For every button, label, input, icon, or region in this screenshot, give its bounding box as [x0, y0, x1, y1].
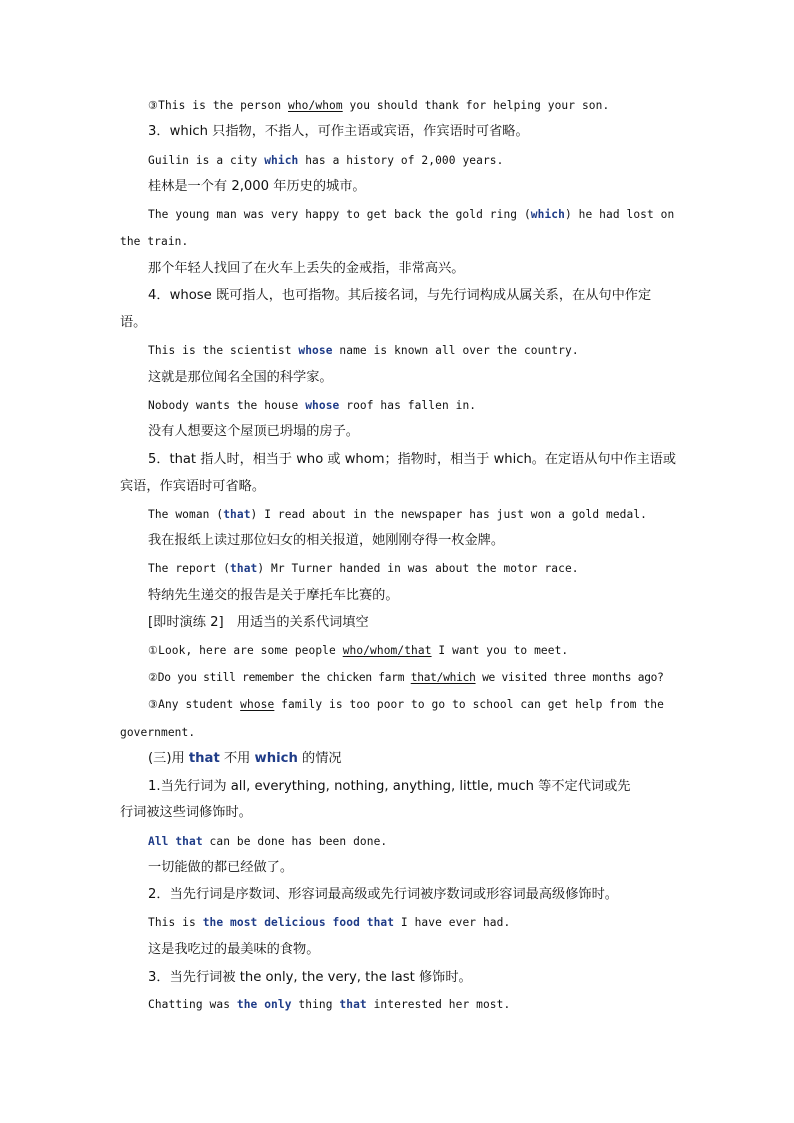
- example-sentence: This is the most delicious food that I have ever had.: [148, 916, 511, 929]
- example-sentence-continued: the train.: [120, 235, 189, 248]
- rule-heading: 3．当先行词被 the only, the very, the last 修饰时。: [148, 970, 472, 985]
- translation: 这是我吃过的最美味的食物。: [148, 942, 320, 957]
- exercise-item-continued: government.: [120, 726, 196, 739]
- rule-heading-continued: 宾语，作宾语时可省略。: [120, 479, 266, 494]
- example-sentence: All that can be done has been done.: [148, 835, 388, 848]
- rule-heading: 1.当先行词为 all, everything, nothing, anything, little, much 等不定代词或先: [148, 779, 631, 794]
- relative-pronoun: the most delicious food that: [202, 916, 395, 929]
- relative-pronoun: that: [223, 508, 251, 521]
- translation: 那个年轻人找回了在火车上丢失的金戒指，非常高兴。: [148, 261, 465, 276]
- rule-heading-continued: 语。: [120, 315, 147, 330]
- answer-blank: that/which: [410, 671, 476, 684]
- exercise-heading: [即时演练 2] 用适当的关系代词填空: [148, 615, 369, 630]
- example-sentence: The report (that) Mr Turner handed in was about the motor race.: [148, 562, 579, 575]
- relative-pronoun: whose: [305, 399, 340, 412]
- translation: 桂林是一个有 2,000 年历史的城市。: [148, 179, 366, 194]
- example-sentence: The young man was very happy to get back the gold ring (which) he had lost on: [148, 208, 675, 221]
- exercise-item: ②Do you still remember the chicken farm that/which we visited three months ago?: [148, 671, 664, 684]
- relative-pronoun: All that: [148, 835, 203, 848]
- answer-blank: who/whom: [288, 99, 343, 112]
- example-sentence: Nobody wants the house whose roof has fallen in.: [148, 399, 477, 412]
- relative-pronoun: that: [230, 562, 258, 575]
- exercise-item: ③Any student whose family is too poor to go to school can get help from the: [148, 698, 664, 711]
- exercise-item: ①Look, here are some people who/whom/that I want you to meet.: [148, 644, 569, 657]
- translation: 一切能做的都已经做了。: [148, 860, 294, 875]
- rule-heading: 4．whose 既可指人，也可指物。其后接名词，与先行词构成从属关系，在从句中作定: [148, 288, 652, 303]
- answer-blank: who/whom/that: [342, 644, 432, 657]
- translation: 这就是那位闻名全国的科学家。: [148, 370, 333, 385]
- relative-pronoun: the only: [236, 998, 292, 1011]
- keyword-that: that: [188, 751, 220, 766]
- keyword-which: which: [254, 751, 298, 766]
- example-sentence: The woman (that) I read about in the newspaper has just won a gold medal.: [148, 508, 648, 521]
- rule-heading: 2．当先行词是序数词、形容词最高级或先行词被序数词或形容词最高级修饰时。: [148, 887, 618, 902]
- section-heading: (三)用 that 不用 which 的情况: [148, 751, 342, 766]
- example-sentence: Chatting was the only thing that interested her most.: [148, 998, 511, 1011]
- rule-heading-continued: 行词被这些词修饰时。: [120, 805, 252, 820]
- translation: 特纳先生递交的报告是关于摩托车比赛的。: [148, 588, 399, 603]
- translation: 我在报纸上读过那位妇女的相关报道，她刚刚夺得一枚金牌。: [148, 533, 505, 548]
- relative-pronoun: which: [530, 208, 565, 221]
- translation: 没有人想要这个屋顶已坍塌的房子。: [148, 424, 359, 439]
- example-sentence: Guilin is a city which has a history of 2,000 years.: [148, 154, 504, 167]
- rule-heading: 5．that 指人时，相当于 who 或 whom；指物时，相当于 which。在定语从句中作主语或: [148, 452, 676, 467]
- answer-blank: whose: [240, 698, 275, 711]
- relative-pronoun: whose: [298, 344, 333, 357]
- relative-pronoun: that: [339, 998, 367, 1011]
- example-sentence: This is the scientist whose name is known all over the country.: [148, 344, 579, 357]
- rule-heading: 3．which 只指物，不指人，可作主语或宾语，作宾语时可省略。: [148, 124, 529, 139]
- example-sentence: ③This is the person who/whom you should thank for helping your son.: [148, 99, 610, 112]
- relative-pronoun: which: [264, 154, 299, 167]
